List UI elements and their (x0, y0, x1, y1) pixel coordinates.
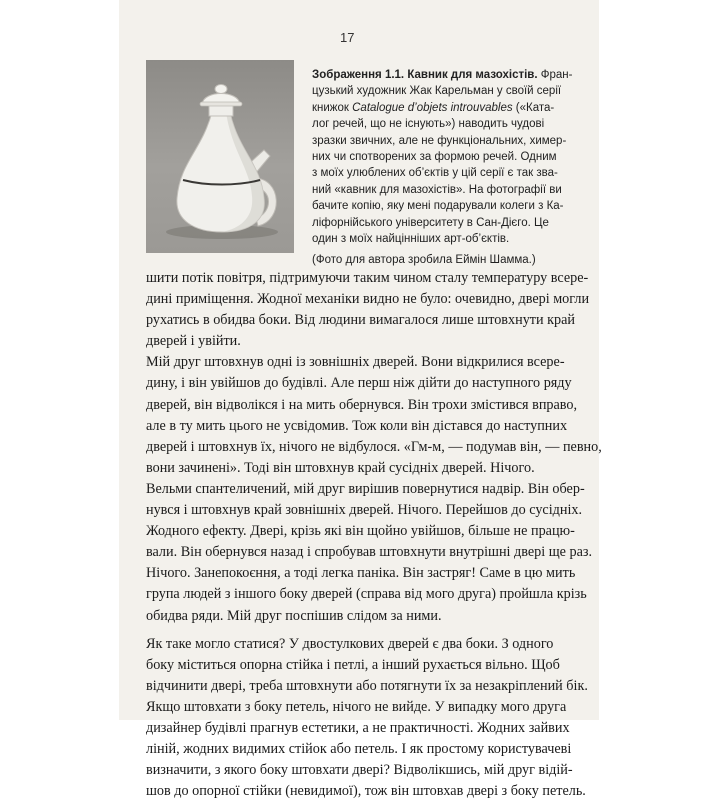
text-line: Мій друг штовхнув одні із зовнішніх дверей. Вони відкрилися всере- (146, 354, 565, 371)
caption-line: них чи спотворених за формою речей. Одним (312, 151, 557, 164)
caption-line: ліфорнійського університету в Сан-Дієго. Це (312, 216, 549, 229)
book-title: Catalogue d’objets introuvables (352, 101, 513, 114)
text-line: шов до опорної стійки (невидимої), тож він штовхав двері з боку петель. (146, 783, 586, 800)
text-line: вони зачинені». Тоді він штовхнув край сусідніх дверей. Нічого. (146, 459, 535, 476)
caption-line: лог речей, що не існують») наводить чудові (312, 118, 545, 131)
photo-credit: (Фото для автора зробила Еймін Шамма.) (312, 254, 536, 267)
figure-caption (312, 67, 584, 269)
caption-line: книжок Catalogue d’objets introuvables («Ката- (312, 101, 555, 114)
text-line: визначити, з якого боку штовхати двері? Відволікшись, мій друг відій- (146, 762, 573, 779)
text-line: відчинити двері, треба штовхнути або потягнути їх за незакріплений бік. (146, 677, 588, 694)
caption-line: один з моїх найцінніших арт-об’єктів. (312, 233, 510, 246)
paragraph-1 (146, 268, 590, 352)
text-line: обидва ряди. Мій друг поспішив слідом за ними. (146, 607, 442, 624)
text-line: дверей, він відволікся і на мить обернувся. Він трохи змістився вправо, (146, 396, 578, 413)
text-line: вали. Він обернувся назад і спробував штовхнути внутрішні двері ще раз. (146, 544, 593, 561)
text-line: Вельми спантеличений, мій друг вирішив повернутися надвір. Він обер- (146, 480, 585, 497)
caption-line: зразки звичних, але не функціональних, химер- (312, 134, 567, 147)
paragraph-3 (146, 634, 590, 802)
caption-line: ний «кавник для мазохістів». На фотографії ви (312, 183, 562, 196)
text-line: ліній, жодних видимих стійок або петель. І як простому користувачеві (146, 741, 572, 758)
text-line: Нічого. Занепокоєння, а тоді легка паніка. Він застряг! Саме в цю мить (146, 565, 576, 582)
text-line: група людей з іншого боку дверей (справа від мого друга) пройшла крізь (146, 586, 587, 603)
caption-line: з моїх улюблених об’єктів у цій серії є так зва- (312, 167, 558, 180)
text-line: Жодного ефекту. Двері, крізь які він щойно увійшов, більше не працю- (146, 523, 575, 540)
paragraph-2 (146, 352, 602, 626)
text-line: боку міститься опорна стійка і петлі, а інший рухається вільно. Щоб (146, 656, 560, 673)
caption-line: бачите копію, яку мені подарували колеги з Ка- (312, 200, 564, 213)
text-line: Як таке могло статися? У двостулкових дверей є два боки. З одного (146, 635, 554, 652)
text-line: але в ту мить цього не усвідомив. Тож коли він дістався до наступних (146, 417, 568, 434)
text-line: Якщо штовхати з боку петель, нічого не вийде. У випадку мого друга (146, 698, 567, 715)
text-line: дизайнер будівлі прагнув естетики, а не практичності. Жодних зайвих (146, 719, 570, 736)
text-line: рухатись в обидва боки. Від людини вимагалося лише штовхнути край (146, 312, 576, 329)
page-number: 17 (340, 30, 355, 45)
text-line: дину, і він увійшов до будівлі. Але перш ніж дійти до наступного ряду (146, 375, 572, 392)
coffee-pot-image (146, 60, 294, 253)
caption-line: цузький художник Жак Карельман у своїй серії (312, 85, 562, 98)
text-line: шити потік повітря, підтримуючи таким чином сталу температуру всере- (146, 270, 589, 286)
figure-photo (146, 60, 294, 253)
text-line: дверей і увійти. (146, 333, 241, 350)
text-line: нувся і штовхнув край зовнішніх дверей. Нічого. Перейшов до сусідніх. (146, 502, 583, 519)
text-line: дверей і штовхнув їх, нічого не відбулося. «Гм-м, — подумав він, — певно, (146, 438, 602, 455)
body-text (146, 268, 602, 802)
caption-line: Зображення 1.1. Кавник для мазохістів. Фран- (312, 69, 573, 81)
text-line: дині приміщення. Жодної механіки видно не було: очевидно, двері могли (146, 291, 590, 308)
caption-title: Зображення 1.1. Кавник для мазохістів. (312, 69, 538, 81)
